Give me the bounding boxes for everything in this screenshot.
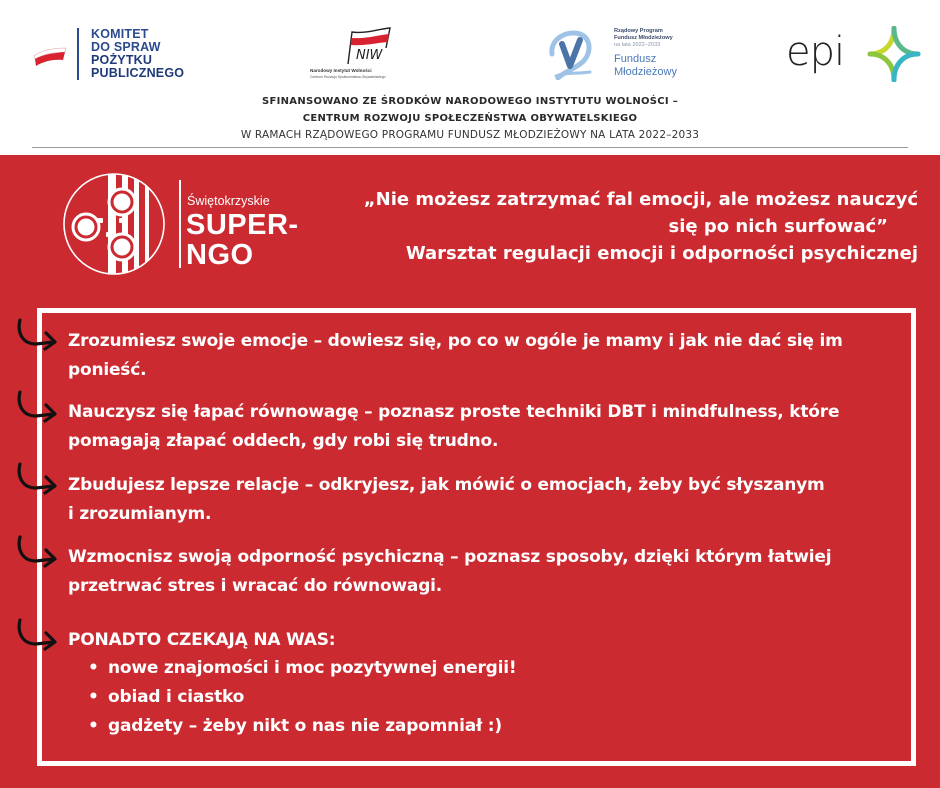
funding-statement: SFINANSOWANO ZE ŚRODKÓW NARODOWEGO INSTYTUTU WOLNOŚCI – CENTRUM ROZWOJU SPOŁECZEŃSTWA OBYWATELSKIEGO W RAMACH RZĄDOWEGO PROGRAMU FUNDUSZ MŁODZIEŻOWY NA LATA 2022–2033: [240, 96, 700, 141]
bullet-icon: •: [88, 658, 99, 678]
niw-subcaption: Centrum Rozwoju Społeczeństwa Obywatelskiego: [310, 75, 386, 79]
curved-arrow-icon: [14, 390, 60, 424]
sponsor-header: [0, 0, 940, 155]
curved-arrow-icon: [14, 618, 60, 652]
fm-wordmark: Fundusz Młodzieżowy: [614, 53, 677, 78]
polish-flag-icon: [32, 44, 68, 68]
svg-text:NIW: NIW: [356, 48, 383, 63]
super-ngo-wordmark: SUPER- NGO: [186, 209, 299, 271]
curved-arrow-icon: [14, 462, 60, 496]
quote-line-2: się po nich surfować”: [668, 216, 888, 237]
niw-flag-icon: [338, 26, 394, 66]
list-item: • gadżety – żeby nikt o nas nie zapomniał :): [88, 712, 516, 741]
kpp-logo: [28, 26, 208, 86]
benefit-item: Nauczysz się łapać równowagę – poznasz proste techniki DBT i mindfulness, które pomagają złapać oddech, gdy robi się trudno.: [68, 402, 840, 451]
quote-line-1: „Nie możesz zatrzymać fal emocji, ale możesz nauczyć: [363, 189, 918, 210]
workshop-title: Warsztat regulacji emocji i odporności psychicznej: [405, 243, 918, 264]
niw-caption: Narodowy Instytut Wolności: [310, 68, 372, 73]
fundusz-mlodziezowy-logo: [546, 26, 696, 82]
kpp-divider: [77, 28, 79, 80]
benefit-item: Wzmocnisz swoją odporność psychiczną – poznasz sposoby, dzięki którym łatwiej przetrwać stres i wracać do równowagi.: [68, 547, 832, 596]
extras-heading: PONADTO CZEKAJĄ NA WAS:: [68, 630, 336, 650]
curved-arrow-icon: [14, 535, 60, 569]
epi-logo: [786, 26, 916, 82]
bullet-icon: •: [88, 716, 99, 736]
header-separator: [32, 147, 908, 148]
super-ngo-logo: [62, 172, 322, 276]
fm-v-icon: [546, 28, 598, 80]
extras-list: [88, 654, 516, 741]
super-ngo-emblem-icon: [62, 172, 166, 276]
fm-program-text: Rządowy Program Fundusz Młodzieżowy na lata 2022–2033: [614, 28, 673, 48]
benefit-item: Zrozumiesz swoje emocje – dowiesz się, po co w ogóle je mamy i jak nie dać się im ponieść.: [68, 331, 843, 380]
super-ngo-divider: [179, 180, 181, 268]
bullet-icon: •: [88, 687, 99, 707]
super-ngo-region: Świętokrzyskie: [187, 194, 270, 208]
list-item: • obiad i ciastko: [88, 683, 516, 712]
benefit-item: Zbudujesz lepsze relacje – odkryjesz, jak mówić o emocjach, żeby być słyszanym i zrozumianym.: [68, 475, 825, 524]
kpp-wordmark: KOMITET DO SPRAW POŻYTKU PUBLICZNEGO: [91, 27, 185, 80]
epi-wordmark: epi: [786, 29, 845, 75]
list-item: • nowe znajomości i moc pozytywnej energii!: [88, 654, 516, 683]
niw-logo: [308, 26, 408, 82]
epi-star-icon: [866, 26, 922, 82]
curved-arrow-icon: [14, 318, 60, 352]
workshop-heading: [318, 186, 918, 267]
